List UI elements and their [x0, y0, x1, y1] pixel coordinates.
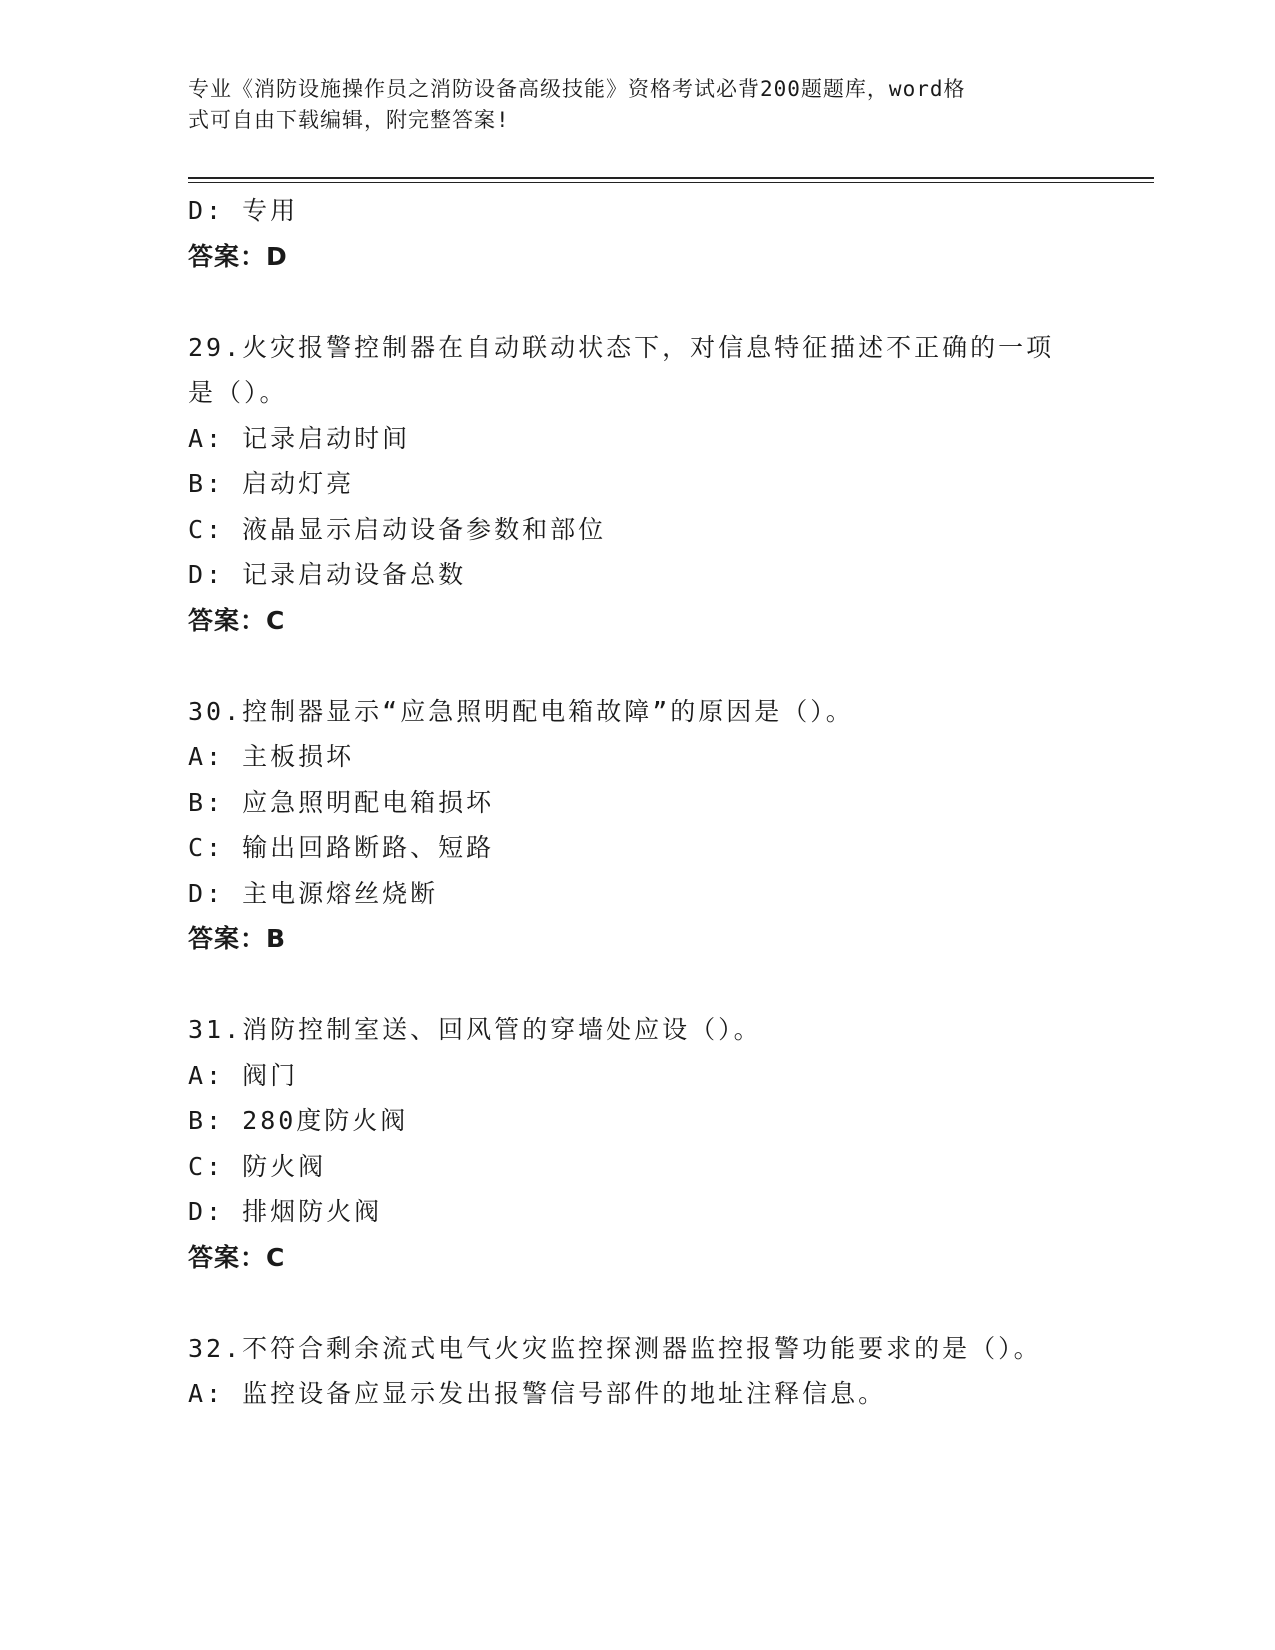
spacer [188, 643, 1088, 689]
header-divider-thick [188, 177, 1154, 179]
question-stem-continued: 是（）。 [188, 378, 288, 407]
option-d: D: 排烟防火阀 [188, 1197, 383, 1226]
answer-line: 答案：B [188, 924, 287, 953]
question-content [188, 188, 1088, 1417]
option-c: C: 防火阀 [188, 1151, 327, 1181]
document-header [188, 74, 1078, 136]
option-b: B: 应急照明配电箱损坏 [188, 787, 495, 817]
option-d: D: 主电源熔丝烧断 [188, 878, 439, 908]
answer-line: 答案：D [188, 241, 288, 271]
spacer [188, 962, 1088, 1008]
question-32 [188, 1326, 1088, 1417]
question-31 [188, 1007, 1088, 1280]
header-divider-thin [188, 182, 1154, 183]
spacer [188, 1280, 1088, 1326]
option-d: D: 专用 [188, 196, 299, 225]
spacer [188, 279, 1088, 325]
option-d: D: 记录启动设备总数 [188, 560, 467, 589]
answer-line: 答案：C [188, 1242, 286, 1272]
question-stem: 32.不符合剩余流式电气火灾监控探测器监控报警功能要求的是（）。 [188, 1333, 1042, 1363]
question-stem: 30.控制器显示“应急照明配电箱故障”的原因是（）。 [188, 696, 854, 726]
option-a: A: 主板损坏 [188, 742, 355, 771]
question-30 [188, 689, 1088, 962]
option-a: A: 记录启动时间 [188, 423, 411, 453]
question-stem: 31.消防控制室送、回风管的穿墙处应设（）。 [188, 1015, 762, 1044]
option-b: B: 启动灯亮 [188, 469, 355, 498]
answer-line: 答案：C [188, 605, 286, 635]
option-b: B: 280度防火阀 [188, 1106, 409, 1135]
question-29 [188, 325, 1088, 644]
option-a: A: 监控设备应显示发出报警信号部件的地址注释信息。 [188, 1379, 887, 1408]
header-line-2: 式可自由下载编辑，附完整答案! [188, 108, 510, 132]
question-stem: 29.火灾报警控制器在自动联动状态下，对信息特征描述不正确的一项 [188, 332, 1055, 362]
option-a: A: 阀门 [188, 1060, 299, 1090]
option-c: C: 液晶显示启动设备参数和部位 [188, 514, 607, 544]
option-c: C: 输出回路断路、短路 [188, 833, 495, 862]
header-line-1: 专业《消防设施操作员之消防设备高级技能》资格考试必背200题题库，word格 [188, 77, 966, 101]
